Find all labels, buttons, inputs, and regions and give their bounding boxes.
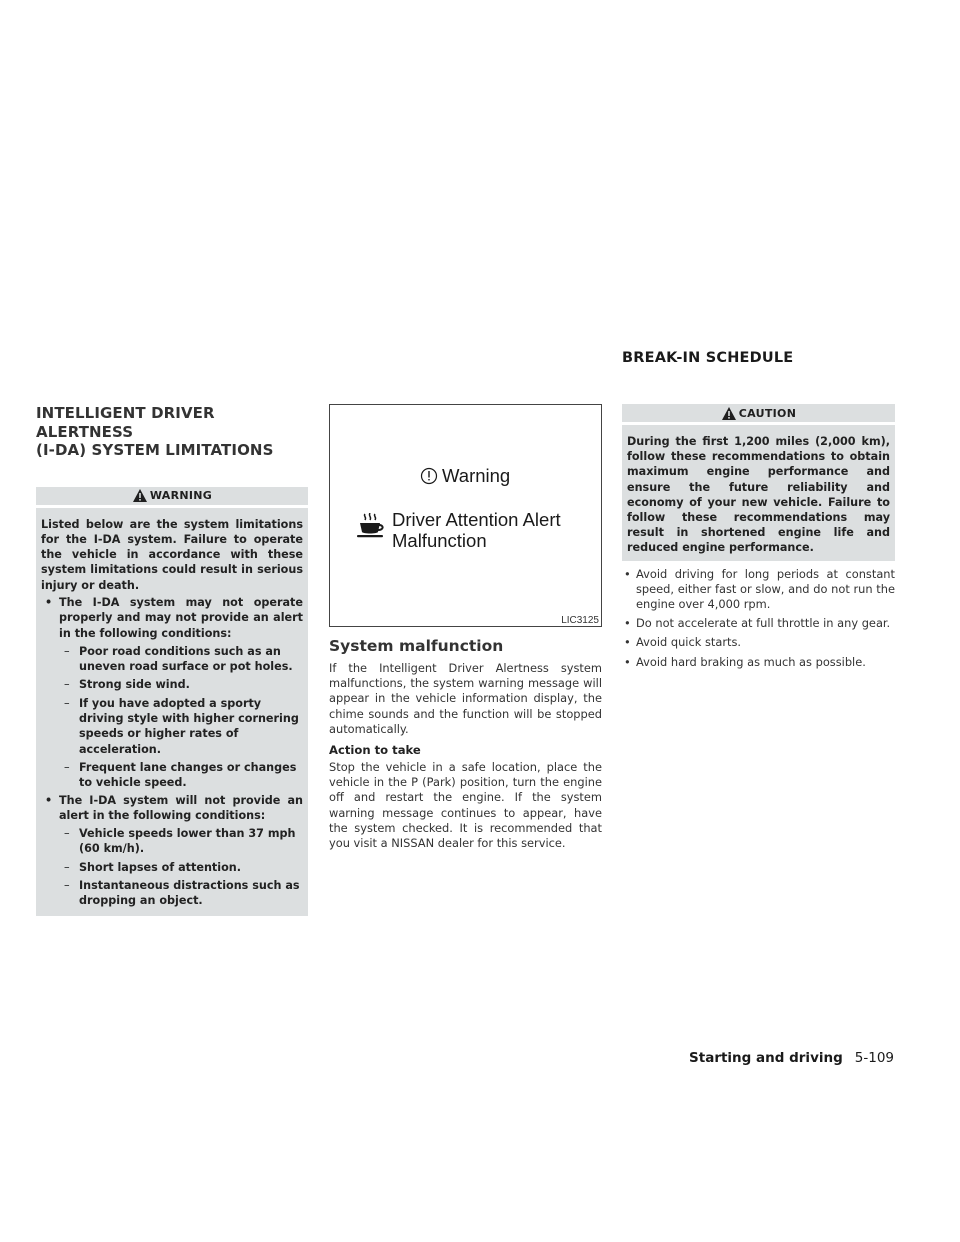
caution-body: During the first 1,200 miles (2,000 km), follow these recommendations to obtain maximum engine performance and ensure the future reliability and economy of your new vehicle. Failure to follow these recommendations may result in shortened engine life and reduced engine performance. bbox=[627, 435, 890, 555]
figure-code: LIC3125 bbox=[561, 615, 599, 626]
warning-box bbox=[36, 487, 308, 916]
warning-header: WARNING bbox=[36, 487, 308, 508]
coffee-cup-icon bbox=[356, 513, 384, 539]
warning-icon bbox=[132, 488, 148, 503]
warning-bullet: • The I-DA system may not operate properly and may not provide an alert in the following conditions: – Poor road conditions such as an uneven road surface or pot holes. – Strong side wind. – If you have adopted a sporty driving style with higher cornering speeds or higher rates of acceleration. – Frequent lane changes or changes to vehicle speed. bbox=[41, 595, 303, 791]
section-title: INTELLIGENT DRIVER ALERTNESS (I-DA) SYSTEM LIMITATIONS bbox=[36, 404, 274, 459]
paragraph: Stop the vehicle in a safe location, place the vehicle in the P (Park) position, turn the engine off and restart the engine. If the system warning message continues to appear, have the system checked. It is recommended that you visit a NISSAN dealer for this service. bbox=[329, 760, 602, 851]
warning-body bbox=[36, 508, 308, 916]
list-item: • Avoid quick starts. bbox=[622, 635, 895, 650]
warning-sub-list bbox=[41, 644, 303, 791]
warning-icon bbox=[420, 467, 438, 485]
list-item: – Short lapses of attention. bbox=[41, 860, 303, 875]
action-heading: Action to take bbox=[329, 743, 421, 758]
list-item: – Frequent lane changes or changes to vehicle speed. bbox=[41, 760, 303, 791]
caution-box bbox=[622, 404, 895, 561]
list-item: – Instantaneous distractions such as dropping an object. bbox=[41, 878, 303, 909]
page-number: 5-109 bbox=[854, 1050, 894, 1066]
list-item: – Vehicle speeds lower than 37 mph (60 km/h). bbox=[41, 826, 303, 857]
warning-bullet: • The I-DA system will not provide an alert in the following conditions: – Vehicle speeds lower than 37 mph (60 km/h). – Short lapses of attention. – Instantaneous distractions such as dropping an object. bbox=[41, 793, 303, 909]
list-item: • Avoid driving for long periods at constant speed, either fast or slow, and do not run the engine over 4,000 rpm. bbox=[622, 567, 895, 613]
figure-warning-line: Warning bbox=[420, 465, 510, 487]
column-middle bbox=[329, 404, 602, 851]
caution-header: CAUTION bbox=[622, 404, 895, 425]
warning-bullet-list bbox=[41, 595, 303, 909]
list-item: – If you have adopted a sporty driving style with higher cornering speeds or higher rates of acceleration. bbox=[41, 696, 303, 757]
figure-message: Driver Attention Alert Malfunction bbox=[392, 509, 561, 551]
column-left bbox=[36, 404, 308, 916]
warning-icon bbox=[721, 406, 737, 421]
subheading-system-malfunction: System malfunction bbox=[329, 637, 504, 655]
page-footer bbox=[689, 1050, 894, 1066]
warning-sub-list bbox=[41, 826, 303, 908]
list-item: – Poor road conditions such as an uneven road surface or pot holes. bbox=[41, 644, 303, 675]
footer-section: Starting and driving bbox=[689, 1050, 843, 1066]
section-header: BREAK-IN SCHEDULE bbox=[622, 350, 794, 366]
figure-display bbox=[329, 404, 602, 627]
list-item: • Avoid hard braking as much as possible. bbox=[622, 655, 895, 670]
recommendation-list bbox=[622, 567, 895, 670]
warning-intro: Listed below are the system limitations for the I-DA system. Failure to operate the vehicle in accordance with these system limitations could result in serious injury or death. bbox=[41, 517, 303, 592]
list-item: • Do not accelerate at full throttle in any gear. bbox=[622, 616, 895, 631]
column-right bbox=[622, 404, 895, 674]
paragraph: If the Intelligent Driver Alertness system malfunctions, the system warning message will appear in the vehicle information display, the chime sounds and the function will be stopped automatically. bbox=[329, 661, 602, 736]
list-item: – Strong side wind. bbox=[41, 677, 303, 692]
